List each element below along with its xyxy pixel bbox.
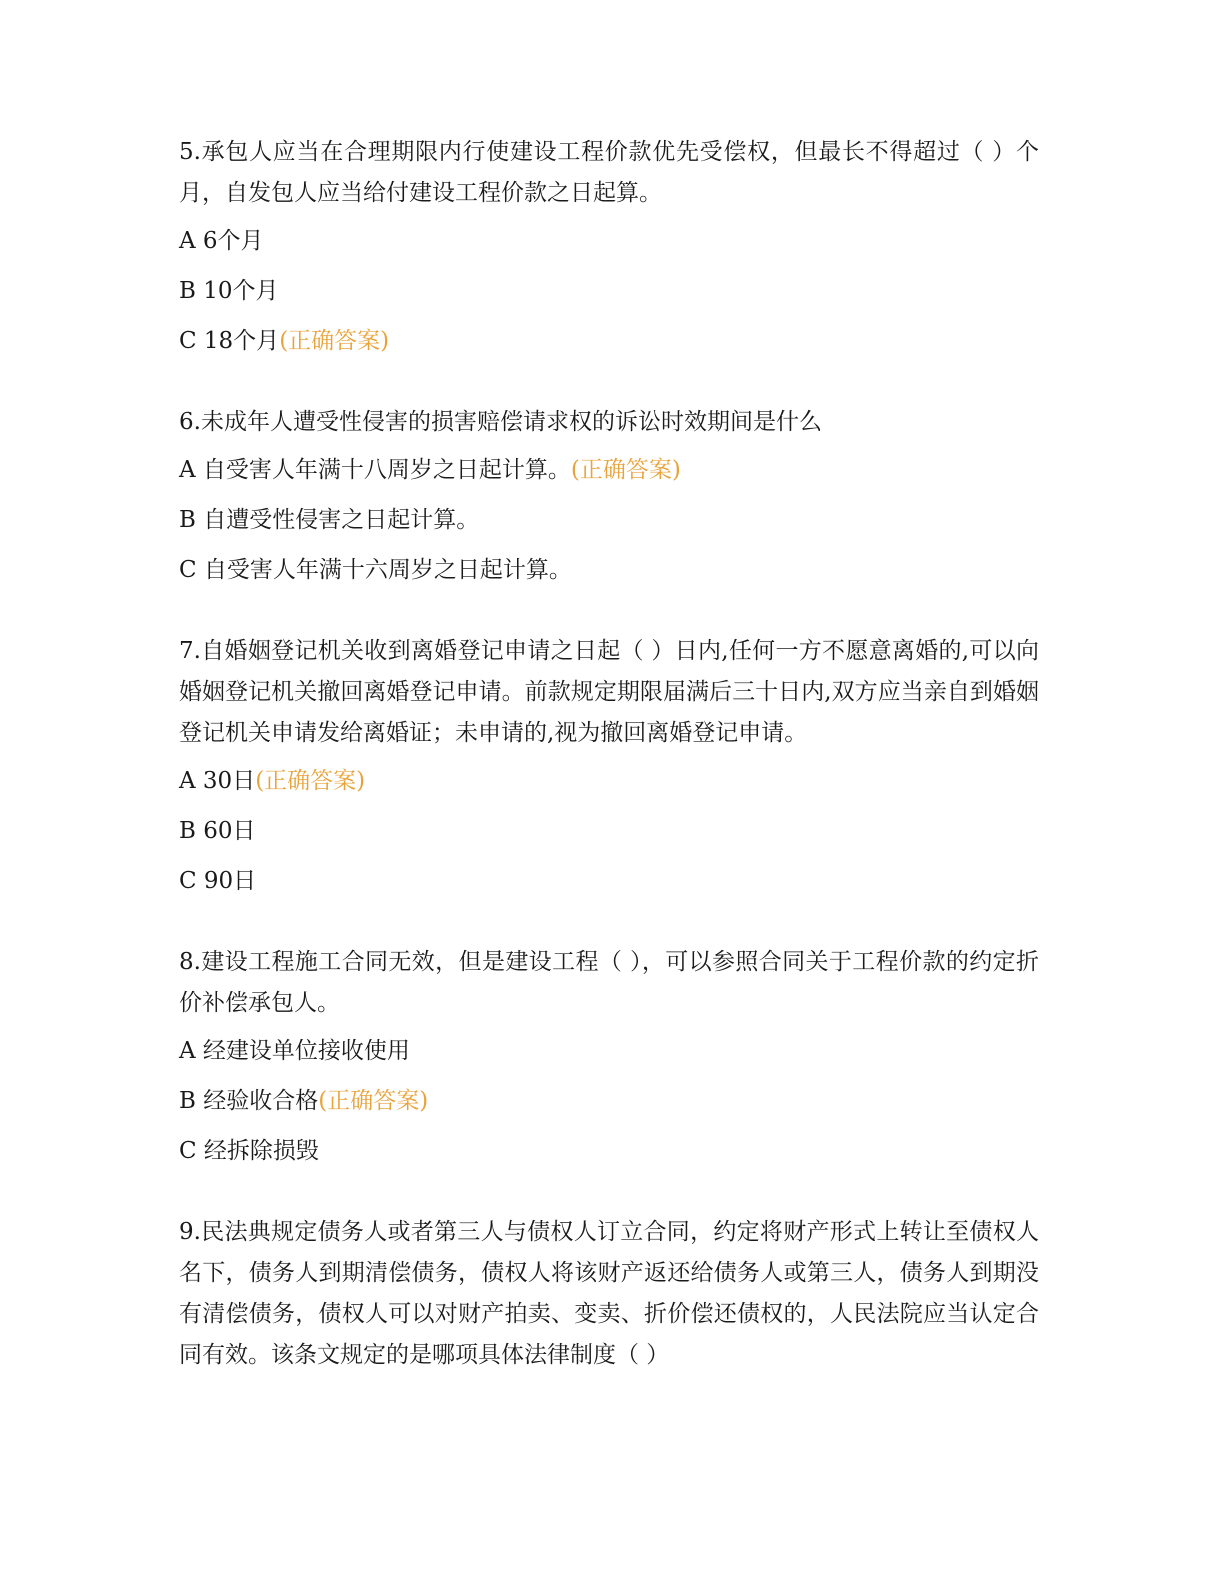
correct-answer-mark: (正确答案) xyxy=(570,457,681,483)
option-label: C 自受害人年满十六周岁之日起计算。 xyxy=(179,557,572,583)
question-text: 7.自婚姻登记机关收到离婚登记申请之日起（ ）日内,任何一方不愿意离婚的,可以向婚姻登记机关撤回离婚登记申请。前款规定期限届满后三十日内,双方应当亲自到婚姻登记机关申请发给离婚证；未申请的,视为撤回离婚登记申请。 xyxy=(179,638,1039,746)
option-a xyxy=(179,450,1039,491)
option-a xyxy=(179,761,1039,802)
option-b xyxy=(179,500,1039,541)
option-label: B 10个月 xyxy=(179,278,279,304)
option-label: A 30日 xyxy=(179,768,256,794)
option-label: C 90日 xyxy=(179,868,257,894)
question-text: 5.承包人应当在合理期限内行使建设工程价款优先受偿权，但最长不得超过（ ）个月，自发包人应当给付建设工程价款之日起算。 xyxy=(179,139,1039,206)
option-a xyxy=(179,1031,1039,1072)
correct-answer-mark: (正确答案) xyxy=(255,768,366,794)
option-label: B 60日 xyxy=(179,818,256,844)
option-c xyxy=(179,861,1039,902)
question-5 xyxy=(179,132,1039,362)
question-9 xyxy=(179,1212,1039,1376)
option-label: C 经拆除损毁 xyxy=(179,1138,319,1164)
correct-answer-mark: (正确答案) xyxy=(279,328,390,354)
option-label: B 自遭受性侵害之日起计算。 xyxy=(179,507,480,533)
option-label: B 经验收合格 xyxy=(179,1088,319,1114)
option-b xyxy=(179,271,1039,312)
option-label: A 经建设单位接收使用 xyxy=(179,1038,410,1064)
question-8 xyxy=(179,942,1039,1172)
question-text: 8.建设工程施工合同无效，但是建设工程（ ），可以参照合同关于工程价款的约定折价补偿承包人。 xyxy=(179,949,1039,1016)
option-label: C 18个月 xyxy=(179,328,280,354)
document-page xyxy=(179,132,1039,1416)
option-a xyxy=(179,221,1039,262)
option-c xyxy=(179,1131,1039,1172)
option-b xyxy=(179,811,1039,852)
option-label: A 6个月 xyxy=(179,228,264,254)
option-label: A 自受害人年满十八周岁之日起计算。 xyxy=(179,457,571,483)
correct-answer-mark: (正确答案) xyxy=(318,1088,429,1114)
question-text: 6.未成年人遭受性侵害的损害赔偿请求权的诉讼时效期间是什么 xyxy=(179,409,822,435)
question-6 xyxy=(179,402,1039,591)
option-c xyxy=(179,321,1039,362)
question-7 xyxy=(179,631,1039,902)
option-b xyxy=(179,1081,1039,1122)
question-text: 9.民法典规定债务人或者第三人与债权人订立合同，约定将财产形式上转让至债权人名下，债务人到期清偿债务，债权人将该财产返还给债务人或第三人，债务人到期没有清偿债务，债权人可以对财产拍卖、变卖、折价偿还债权的，人民法院应当认定合同有效。该条文规定的是哪项具体法律制度（ ） xyxy=(179,1219,1039,1368)
option-c xyxy=(179,550,1039,591)
